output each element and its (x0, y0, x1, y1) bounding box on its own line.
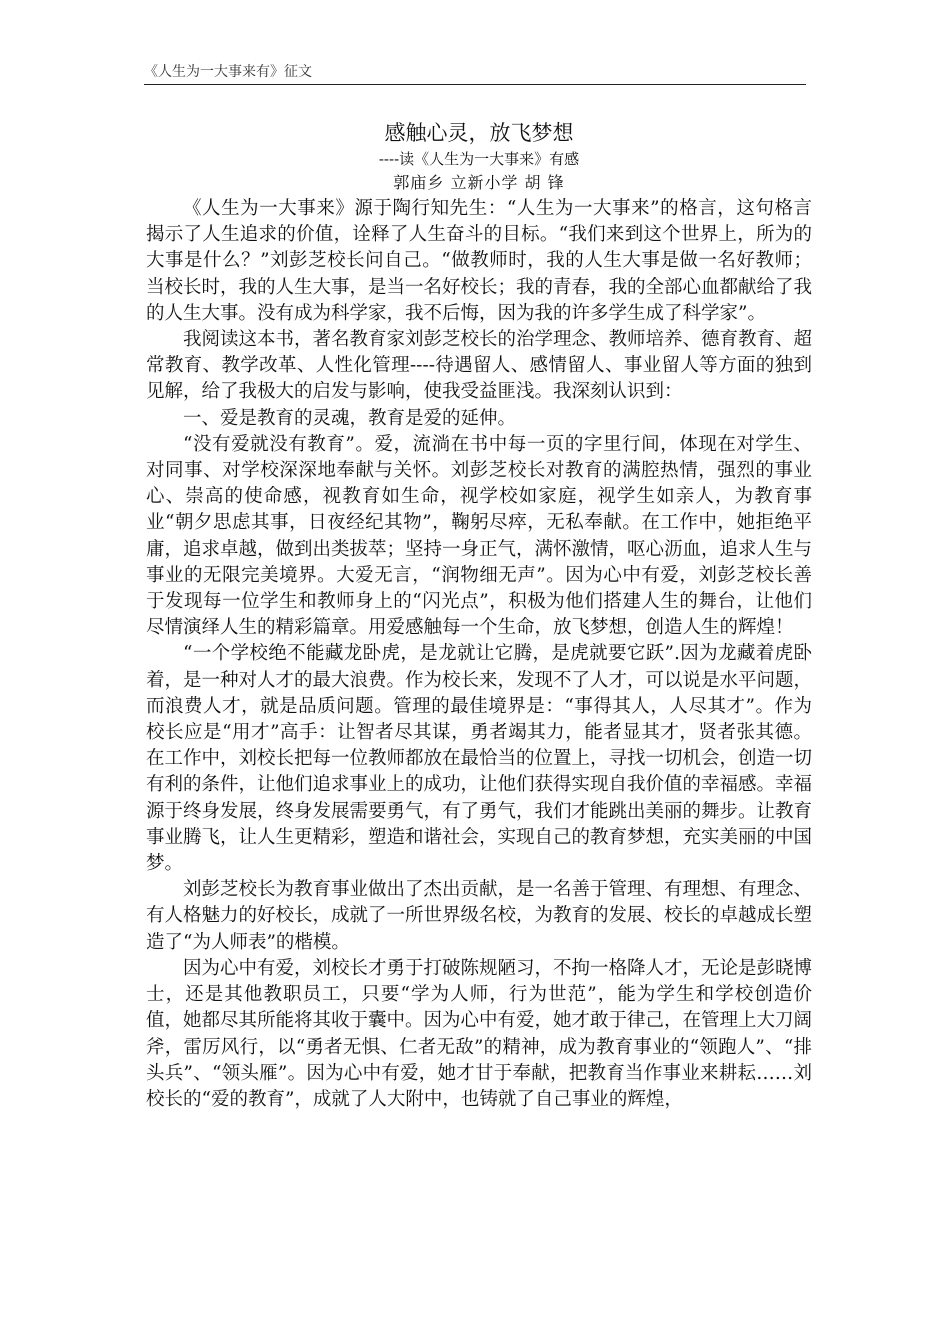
section-heading: 一、爱是教育的灵魂，教育是爱的延伸。 (183, 407, 517, 429)
page-header (144, 62, 806, 85)
document-body (146, 118, 812, 1113)
essay-subtitle: ----读《人生为一大事来》有感 (378, 150, 580, 168)
paragraph: “没有爱就没有教育”。爱，流淌在书中每一页的字里行间，体现在对学生、对同事、对学校深深地奉献与关怀。刘彭芝校长对教育的满腔热情，强烈的事业心、崇高的使命感，视教育如生命，视学校如家庭，视学生如亲人，为教育事业“朝夕思虑其事，日夜经纪其物”，鞠躬尽瘁，无私奉献。在工作中，她拒绝平庸，追求卓越，做到出类拔萃；坚持一身正气，满怀激情，呕心沥血，追求人生与事业的无限完美境界。大爱无言，“润物细无声”。因为心中有爱，刘彭芝校长善于发现每一位学生和教师身上的“闪光点”，积极为他们搭建人生的舞台，让他们尽情演绎人生的精彩篇章。用爱感触每一个生命，放飞梦想，创造人生的辉煌！ (146, 433, 813, 639)
essay-author: 郭庙乡 立新小学 胡 锋 (393, 173, 565, 192)
paragraph: 刘彭芝校长为教育事业做出了杰出贡献，是一名善于管理、有理想、有理念、有人格魅力的好校长，成就了一所世界级名校，为教育的发展、校长的卓越成长塑造了“为人师表”的楷模。 (146, 879, 813, 953)
paragraph: 因为心中有爱，刘校长才勇于打破陈规陋习，不拘一格降人才，无论是彭晓博士，还是其他教职员工，只要“学为人师，行为世范”，能为学生和学校创造价值，她都尽其所能将其收于囊中。因为心中有爱，她才敢于律己，在管理上大刀阔斧，雷厉风行，以“勇者无惧、仁者无敌”的精神，成为教育事业的“领跑人”、“排头兵”、“领头雁”。因为心中有爱，她才甘于奉献，把教育当作事业来耕耘……刘校长的“爱的教育”，成就了人大附中，也铸就了自己事业的辉煌， (146, 957, 813, 1110)
essay-text (146, 196, 812, 1113)
essay-title: 感触心灵，放飞梦想 (384, 121, 574, 145)
paragraph: “一个学校绝不能藏龙卧虎，是龙就让它腾，是虎就要它跃”.因为龙藏着虎卧着，是一种对人才的最大浪费。作为校长来，发现不了人才，可以说是水平问题，而浪费人才，就是品质问题。管理的最佳境界是：“事得其人，人尽其才”。作为校长应是“用才”高手：让智者尽其谋，勇者竭其力，能者显其才，贤者张其德。在工作中，刘校长把每一位教师都放在最恰当的位置上，寻找一切机会，创造一切有利的条件，让他们追求事业上的成功，让他们获得实现自我价值的幸福感。幸福源于终身发展，终身发展需要勇气，有了勇气，我们才能跳出美丽的舞步。让教育事业腾飞，让人生更精彩，塑造和谐社会，实现自己的教育梦想，充实美丽的中国梦。 (146, 643, 813, 875)
paragraph: 我阅读这本书，著名教育家刘彭芝校长的治学理念、教师培养、德育教育、超常教育、教学改革、人性化管理----待遇留人、感情留人、事业留人等方面的独到见解，给了我极大的启发与影响，使我受益匪浅。我深刻认识到： (146, 329, 813, 403)
header-text: 《人生为一大事来有》征文 (144, 64, 312, 80)
paragraph: 《人生为一大事来》源于陶行知先生：“人生为一大事来”的格言，这句格言揭示了人生追求的价值，诠释了人生奋斗的目标。“我们来到这个世界上，所为的大事是什么？”刘彭芝校长问自己。“做教师时，我的人生大事是做一名好教师；当校长时，我的人生大事，是当一名好校长；我的青春，我的全部心血都献给了我的人生大事。没有成为科学家，我不后悔，因为我的许多学生成了科学家”。 (146, 198, 813, 324)
